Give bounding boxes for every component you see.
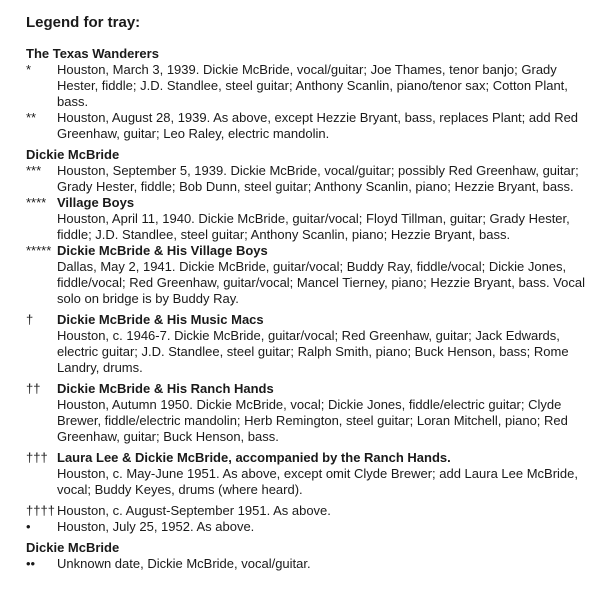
- legend-entry: [26, 243, 590, 307]
- group-dickie-mcbride: [26, 147, 590, 535]
- entry-text: Unknown date, Dickie McBride, vocal/guitar.: [57, 556, 311, 571]
- entry-text: Houston, July 25, 1952. As above.: [57, 519, 255, 534]
- legend-entry: [26, 503, 590, 519]
- entry-mark: †††: [26, 450, 48, 465]
- entry-text: Houston, c. May-June 1951. As above, except omit Clyde Brewer; add Laura Lee McBride, vocal; Buddy Keyes, drums (where heard).: [57, 466, 578, 497]
- entry-subtitle: Laura Lee & Dickie McBride, accompanied by the Ranch Hands.: [57, 450, 451, 465]
- entry-text: Dallas, May 2, 1941. Dickie McBride, guitar/vocal; Buddy Ray, fiddle/vocal; Dickie Jones, fiddle/vocal; Red Greenhaw, guitar/vocal; Mancel Tierney, piano; Hezzie Bryant, bass. Vocal solo on bridge is by Buddy Ray.: [57, 259, 585, 306]
- entry-subtitle: Dickie McBride & His Ranch Hands: [57, 381, 274, 396]
- entry-mark: ††††: [26, 503, 55, 518]
- entry-text: Houston, September 5, 1939. Dickie McBride, vocal/guitar; possibly Red Greenhaw, guitar; Grady Hester, fiddle; Bob Dunn, steel guitar; Anthony Scanlin, piano; Hezzie Bryant, bass.: [57, 163, 579, 194]
- entry-mark: ***: [26, 163, 42, 178]
- entry-text: Houston, March 3, 1939. Dickie McBride, vocal/guitar; Joe Thames, tenor banjo; Grady Hester, fiddle; J.D. Standlee, steel guitar; Anthony Scanlin, piano/tenor sax; Cotton Plant, bass.: [57, 62, 568, 109]
- entry-mark: *: [26, 62, 32, 77]
- legend-entry: [26, 195, 590, 243]
- legend-title: Legend for tray:: [26, 14, 141, 31]
- group-dickie-mcbride-unknown: [26, 540, 590, 572]
- entry-mark: **: [26, 110, 37, 125]
- legend-entry: [26, 381, 590, 445]
- entry-mark: †: [26, 312, 34, 327]
- legend-entry: [26, 556, 590, 572]
- entry-subtitle: Village Boys: [57, 195, 135, 210]
- entry-text: Houston, c. August-September 1951. As above.: [57, 503, 331, 518]
- entry-mark: •: [26, 519, 31, 534]
- entry-text: Houston, April 11, 1940. Dickie McBride, guitar/vocal; Floyd Tillman, guitar; Grady Hester, fiddle; J.D. Standlee, steel guitar; Anthony Scanlin, piano; Hezzie Bryant, bass.: [57, 211, 570, 242]
- entry-mark: *****: [26, 243, 52, 258]
- legend-entry: [26, 62, 590, 110]
- legend-entry: [26, 312, 590, 376]
- legend-entry: [26, 110, 590, 142]
- group-title: Dickie McBride: [26, 540, 120, 555]
- entry-subtitle: Dickie McBride & His Music Macs: [57, 312, 264, 327]
- entry-mark: ††: [26, 381, 41, 396]
- group-texas-wanderers: [26, 46, 590, 142]
- entry-text: Houston, Autumn 1950. Dickie McBride, vocal; Dickie Jones, fiddle/electric guitar; Clyde Brewer, fiddle/electric mandolin; Herb Remington, steel guitar; Loran Mitchell, piano; Red Greenhaw, guitar; Buck Henson, bass.: [57, 397, 568, 444]
- legend-entry: [26, 519, 590, 535]
- group-title: The Texas Wanderers: [26, 46, 159, 61]
- entry-subtitle: Dickie McBride & His Village Boys: [57, 243, 268, 258]
- entry-text: Houston, August 28, 1939. As above, except Hezzie Bryant, bass, replaces Plant; add Red Greenhaw, guitar; Leo Raley, electric mandolin.: [57, 110, 579, 141]
- entry-mark: ****: [26, 195, 47, 210]
- group-title: Dickie McBride: [26, 147, 120, 162]
- entry-mark: ••: [26, 556, 36, 571]
- legend-entry: [26, 450, 590, 498]
- legend-entry: [26, 163, 590, 195]
- entry-text: Houston, c. 1946-7. Dickie McBride, guitar/vocal; Red Greenhaw, guitar; Jack Edwards, electric guitar; J.D. Standlee, steel guitar; Ralph Smith, piano; Buck Henson, bass; Rome Landry, drums.: [57, 328, 569, 375]
